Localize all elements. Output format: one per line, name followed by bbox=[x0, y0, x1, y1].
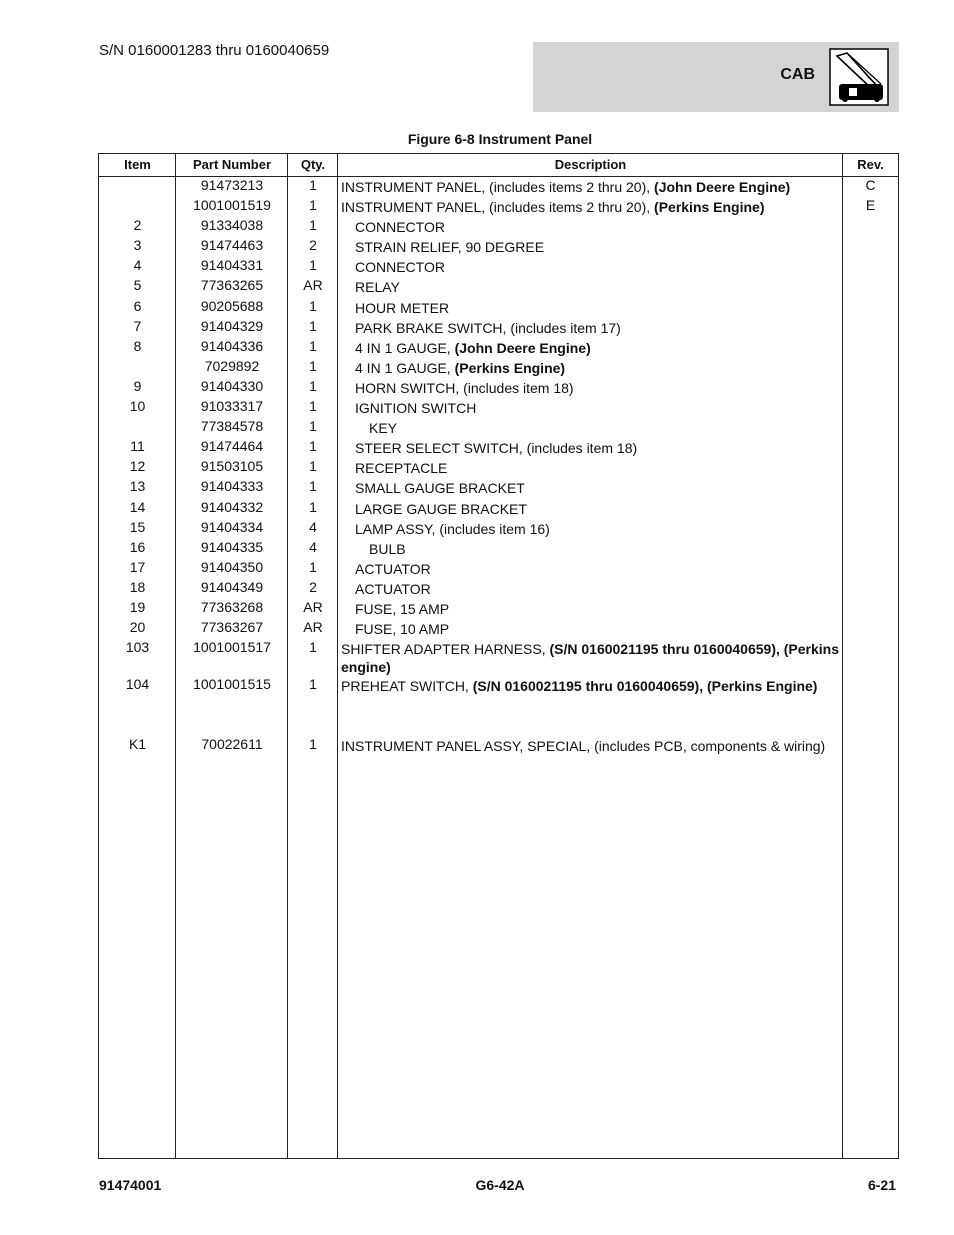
description bbox=[341, 736, 841, 755]
part-number: 77363268 bbox=[200, 598, 264, 615]
item-number: 10 bbox=[129, 398, 146, 415]
quantity: 1 bbox=[309, 458, 317, 475]
revision: C bbox=[865, 177, 876, 193]
part-number: 77363265 bbox=[200, 277, 264, 294]
description-text: INSTRUMENT PANEL, (includes items 2 thru 20), bbox=[341, 199, 655, 216]
quantity: 4 bbox=[309, 518, 317, 535]
description-text: SMALL GAUGE BRACKET bbox=[355, 480, 525, 497]
quantity: AR bbox=[303, 277, 323, 294]
quantity: AR bbox=[303, 619, 323, 636]
description bbox=[341, 217, 841, 236]
description bbox=[341, 257, 841, 276]
table-row bbox=[99, 499, 898, 519]
parts-table bbox=[98, 153, 899, 1159]
part-number: 91033317 bbox=[200, 398, 264, 415]
description bbox=[341, 378, 841, 397]
table-row bbox=[99, 217, 898, 237]
description-text: ACTUATOR bbox=[355, 580, 431, 597]
telehandler-cab-icon bbox=[829, 48, 889, 106]
footer-model: G6-42A bbox=[475, 1177, 525, 1193]
table-row bbox=[99, 197, 898, 217]
item-number: 12 bbox=[129, 458, 146, 475]
part-number: 91404349 bbox=[200, 578, 264, 595]
item-number: 16 bbox=[129, 538, 146, 555]
description-qualifier: (Perkins Engine) bbox=[454, 359, 566, 376]
quantity: 1 bbox=[309, 257, 317, 274]
table-row bbox=[99, 619, 898, 639]
quantity: 1 bbox=[309, 337, 317, 354]
description-text: LARGE GAUGE BRACKET bbox=[355, 500, 527, 517]
table-row bbox=[99, 237, 898, 257]
part-number: 1001001519 bbox=[193, 197, 271, 214]
part-number: 77384578 bbox=[200, 418, 264, 435]
part-number: 91404330 bbox=[200, 377, 264, 394]
part-number: 1001001517 bbox=[193, 639, 271, 656]
part-number: 1001001515 bbox=[193, 676, 271, 693]
part-number: 70022611 bbox=[201, 736, 263, 753]
revision: E bbox=[865, 197, 876, 214]
item-number: 14 bbox=[129, 498, 146, 515]
description-text: FUSE, 10 AMP bbox=[355, 621, 450, 638]
table-row bbox=[99, 599, 898, 619]
table-row bbox=[99, 318, 898, 338]
quantity: 4 bbox=[309, 538, 317, 555]
description-text: 4 IN 1 GAUGE, bbox=[355, 339, 455, 356]
item-number: 3 bbox=[133, 237, 142, 254]
description-text: FUSE, 15 AMP bbox=[355, 600, 450, 617]
description bbox=[341, 358, 841, 377]
description bbox=[341, 639, 841, 676]
description-text: STRAIN RELIEF, 90 DEGREE bbox=[355, 239, 545, 256]
quantity: 1 bbox=[309, 676, 317, 693]
part-number: 90205688 bbox=[200, 297, 264, 314]
part-number: 91404333 bbox=[200, 478, 264, 495]
quantity: 1 bbox=[309, 558, 317, 575]
description bbox=[341, 298, 841, 317]
column-header-rev: Rev. bbox=[857, 157, 884, 172]
part-number: 91474463 bbox=[200, 237, 264, 254]
part-number: 91404336 bbox=[200, 337, 264, 354]
item-number: 5 bbox=[133, 277, 142, 294]
description-qualifier: (John Deere Engine) bbox=[654, 179, 791, 195]
quantity: AR bbox=[303, 598, 323, 615]
part-number: 91404350 bbox=[200, 558, 264, 575]
section-tab bbox=[533, 42, 899, 112]
table-body bbox=[99, 177, 898, 757]
item-number: 103 bbox=[125, 639, 150, 656]
description-qualifier: (S/N 0160021195 thru 0160040659), (Perkins Engine) bbox=[472, 678, 818, 695]
description bbox=[341, 478, 841, 497]
table-row bbox=[99, 277, 898, 297]
description bbox=[341, 716, 841, 717]
table-row bbox=[99, 177, 898, 197]
item-number: 7 bbox=[133, 317, 142, 334]
description bbox=[341, 519, 841, 538]
description-qualifier: (S/N 0160021195 thru 0160040659), (Perkins engine) bbox=[341, 641, 840, 676]
description bbox=[341, 398, 841, 417]
item-number: K1 bbox=[128, 736, 147, 753]
item-number: 2 bbox=[133, 217, 142, 234]
description bbox=[341, 197, 841, 216]
quantity: 1 bbox=[309, 639, 317, 656]
table-row bbox=[99, 676, 898, 696]
description bbox=[341, 237, 841, 256]
table-row bbox=[99, 539, 898, 559]
part-number: 91503105 bbox=[200, 458, 264, 475]
description bbox=[341, 177, 841, 196]
table-row bbox=[99, 458, 898, 478]
item-number: 15 bbox=[129, 518, 146, 535]
item-number: 19 bbox=[129, 598, 146, 615]
quantity: 1 bbox=[309, 736, 317, 753]
description-text: PARK BRAKE SWITCH, (includes item 17) bbox=[355, 319, 621, 336]
description bbox=[341, 318, 841, 337]
description bbox=[341, 599, 841, 618]
item-number: 20 bbox=[129, 619, 146, 636]
figure-title: Figure 6-8 Instrument Panel bbox=[407, 131, 593, 147]
column-header-qty: Qty. bbox=[300, 157, 326, 172]
description bbox=[341, 619, 841, 638]
description-text: PREHEAT SWITCH, bbox=[341, 678, 473, 695]
quantity: 1 bbox=[309, 357, 317, 374]
quantity: 1 bbox=[309, 498, 317, 515]
part-number: 91404334 bbox=[200, 518, 264, 535]
table-row bbox=[99, 519, 898, 539]
description-text: RELAY bbox=[355, 279, 400, 296]
table-row bbox=[99, 736, 898, 756]
table-header bbox=[99, 154, 898, 177]
description bbox=[341, 579, 841, 598]
part-number: 91404335 bbox=[200, 538, 264, 555]
quantity: 1 bbox=[309, 418, 317, 435]
part-number: 7029892 bbox=[204, 357, 260, 374]
description bbox=[341, 458, 841, 477]
table-row bbox=[99, 378, 898, 398]
quantity: 1 bbox=[309, 478, 317, 495]
description bbox=[341, 277, 841, 296]
description-text: CONNECTOR bbox=[355, 259, 445, 276]
description bbox=[341, 338, 841, 357]
quantity: 1 bbox=[309, 438, 317, 455]
description-text: INSTRUMENT PANEL, (includes items 2 thru 20), bbox=[341, 179, 655, 195]
description-text: ACTUATOR bbox=[355, 560, 431, 577]
column-header-part-number: Part Number bbox=[192, 157, 272, 172]
footer-page-number: 6-21 bbox=[867, 1177, 896, 1193]
item-number: 8 bbox=[133, 337, 142, 354]
description-text: SHIFTER ADAPTER HARNESS, bbox=[341, 641, 550, 658]
table-row bbox=[99, 358, 898, 378]
table-row bbox=[99, 579, 898, 599]
part-number: 91334038 bbox=[200, 217, 264, 234]
description-text: KEY bbox=[369, 420, 398, 437]
column-header-description: Description bbox=[554, 157, 627, 172]
item-number: 13 bbox=[129, 478, 146, 495]
part-number: 91473213 bbox=[200, 177, 264, 193]
table-row bbox=[99, 338, 898, 358]
description bbox=[341, 676, 841, 695]
description-text: INSTRUMENT PANEL ASSY, SPECIAL, (includes PCB, components & wiring) bbox=[341, 738, 826, 755]
part-number: 91404332 bbox=[200, 498, 264, 515]
description-qualifier: (Perkins Engine) bbox=[654, 199, 765, 216]
description-text: BULB bbox=[369, 540, 406, 557]
description-text: 4 IN 1 GAUGE, bbox=[355, 359, 455, 376]
part-number: 77363267 bbox=[200, 619, 264, 636]
table-row bbox=[99, 559, 898, 579]
description-text: LAMP ASSY, (includes item 16) bbox=[355, 520, 550, 537]
description-text: HORN SWITCH, (includes item 18) bbox=[355, 379, 574, 396]
description-qualifier: (John Deere Engine) bbox=[454, 339, 591, 356]
description-text: CONNECTOR bbox=[355, 219, 445, 236]
part-number: 91404329 bbox=[200, 317, 264, 334]
description bbox=[341, 418, 841, 437]
table-row bbox=[99, 478, 898, 498]
description-text: IGNITION SWITCH bbox=[355, 400, 477, 417]
section-title: CAB bbox=[780, 66, 815, 83]
part-number: 91474464 bbox=[200, 438, 264, 455]
description-text: STEER SELECT SWITCH, (includes item 18) bbox=[355, 440, 638, 457]
table-row bbox=[99, 716, 898, 736]
quantity: 2 bbox=[309, 237, 317, 254]
quantity: 1 bbox=[309, 377, 317, 394]
quantity: 1 bbox=[309, 297, 317, 314]
description bbox=[341, 696, 841, 697]
quantity: 1 bbox=[309, 398, 317, 415]
description-text: RECEPTACLE bbox=[355, 460, 448, 477]
table-row bbox=[99, 696, 898, 716]
table-row bbox=[99, 639, 898, 676]
quantity: 1 bbox=[309, 217, 317, 234]
item-number: 4 bbox=[133, 257, 142, 274]
item-number: 18 bbox=[129, 578, 146, 595]
description bbox=[341, 438, 841, 457]
quantity: 1 bbox=[309, 317, 317, 334]
description bbox=[341, 559, 841, 578]
table-row bbox=[99, 418, 898, 438]
table-row bbox=[99, 438, 898, 458]
description bbox=[341, 539, 841, 558]
item-number: 11 bbox=[130, 438, 145, 455]
quantity: 1 bbox=[309, 197, 317, 214]
item-number: 104 bbox=[125, 676, 150, 693]
part-number: 91404331 bbox=[200, 257, 264, 274]
item-number: 6 bbox=[133, 297, 142, 314]
item-number: 17 bbox=[129, 558, 146, 575]
item-number: 9 bbox=[133, 377, 142, 394]
table-row bbox=[99, 257, 898, 277]
column-header-item: Item bbox=[124, 157, 151, 172]
serial-number-range: S/N 0160001283 thru 0160040659 bbox=[99, 42, 330, 59]
table-row bbox=[99, 398, 898, 418]
table-row bbox=[99, 298, 898, 318]
description-text: HOUR METER bbox=[355, 299, 450, 316]
quantity: 1 bbox=[309, 177, 317, 193]
quantity: 2 bbox=[309, 578, 317, 595]
footer-part-number: 91474001 bbox=[99, 1177, 162, 1193]
description bbox=[341, 499, 841, 518]
